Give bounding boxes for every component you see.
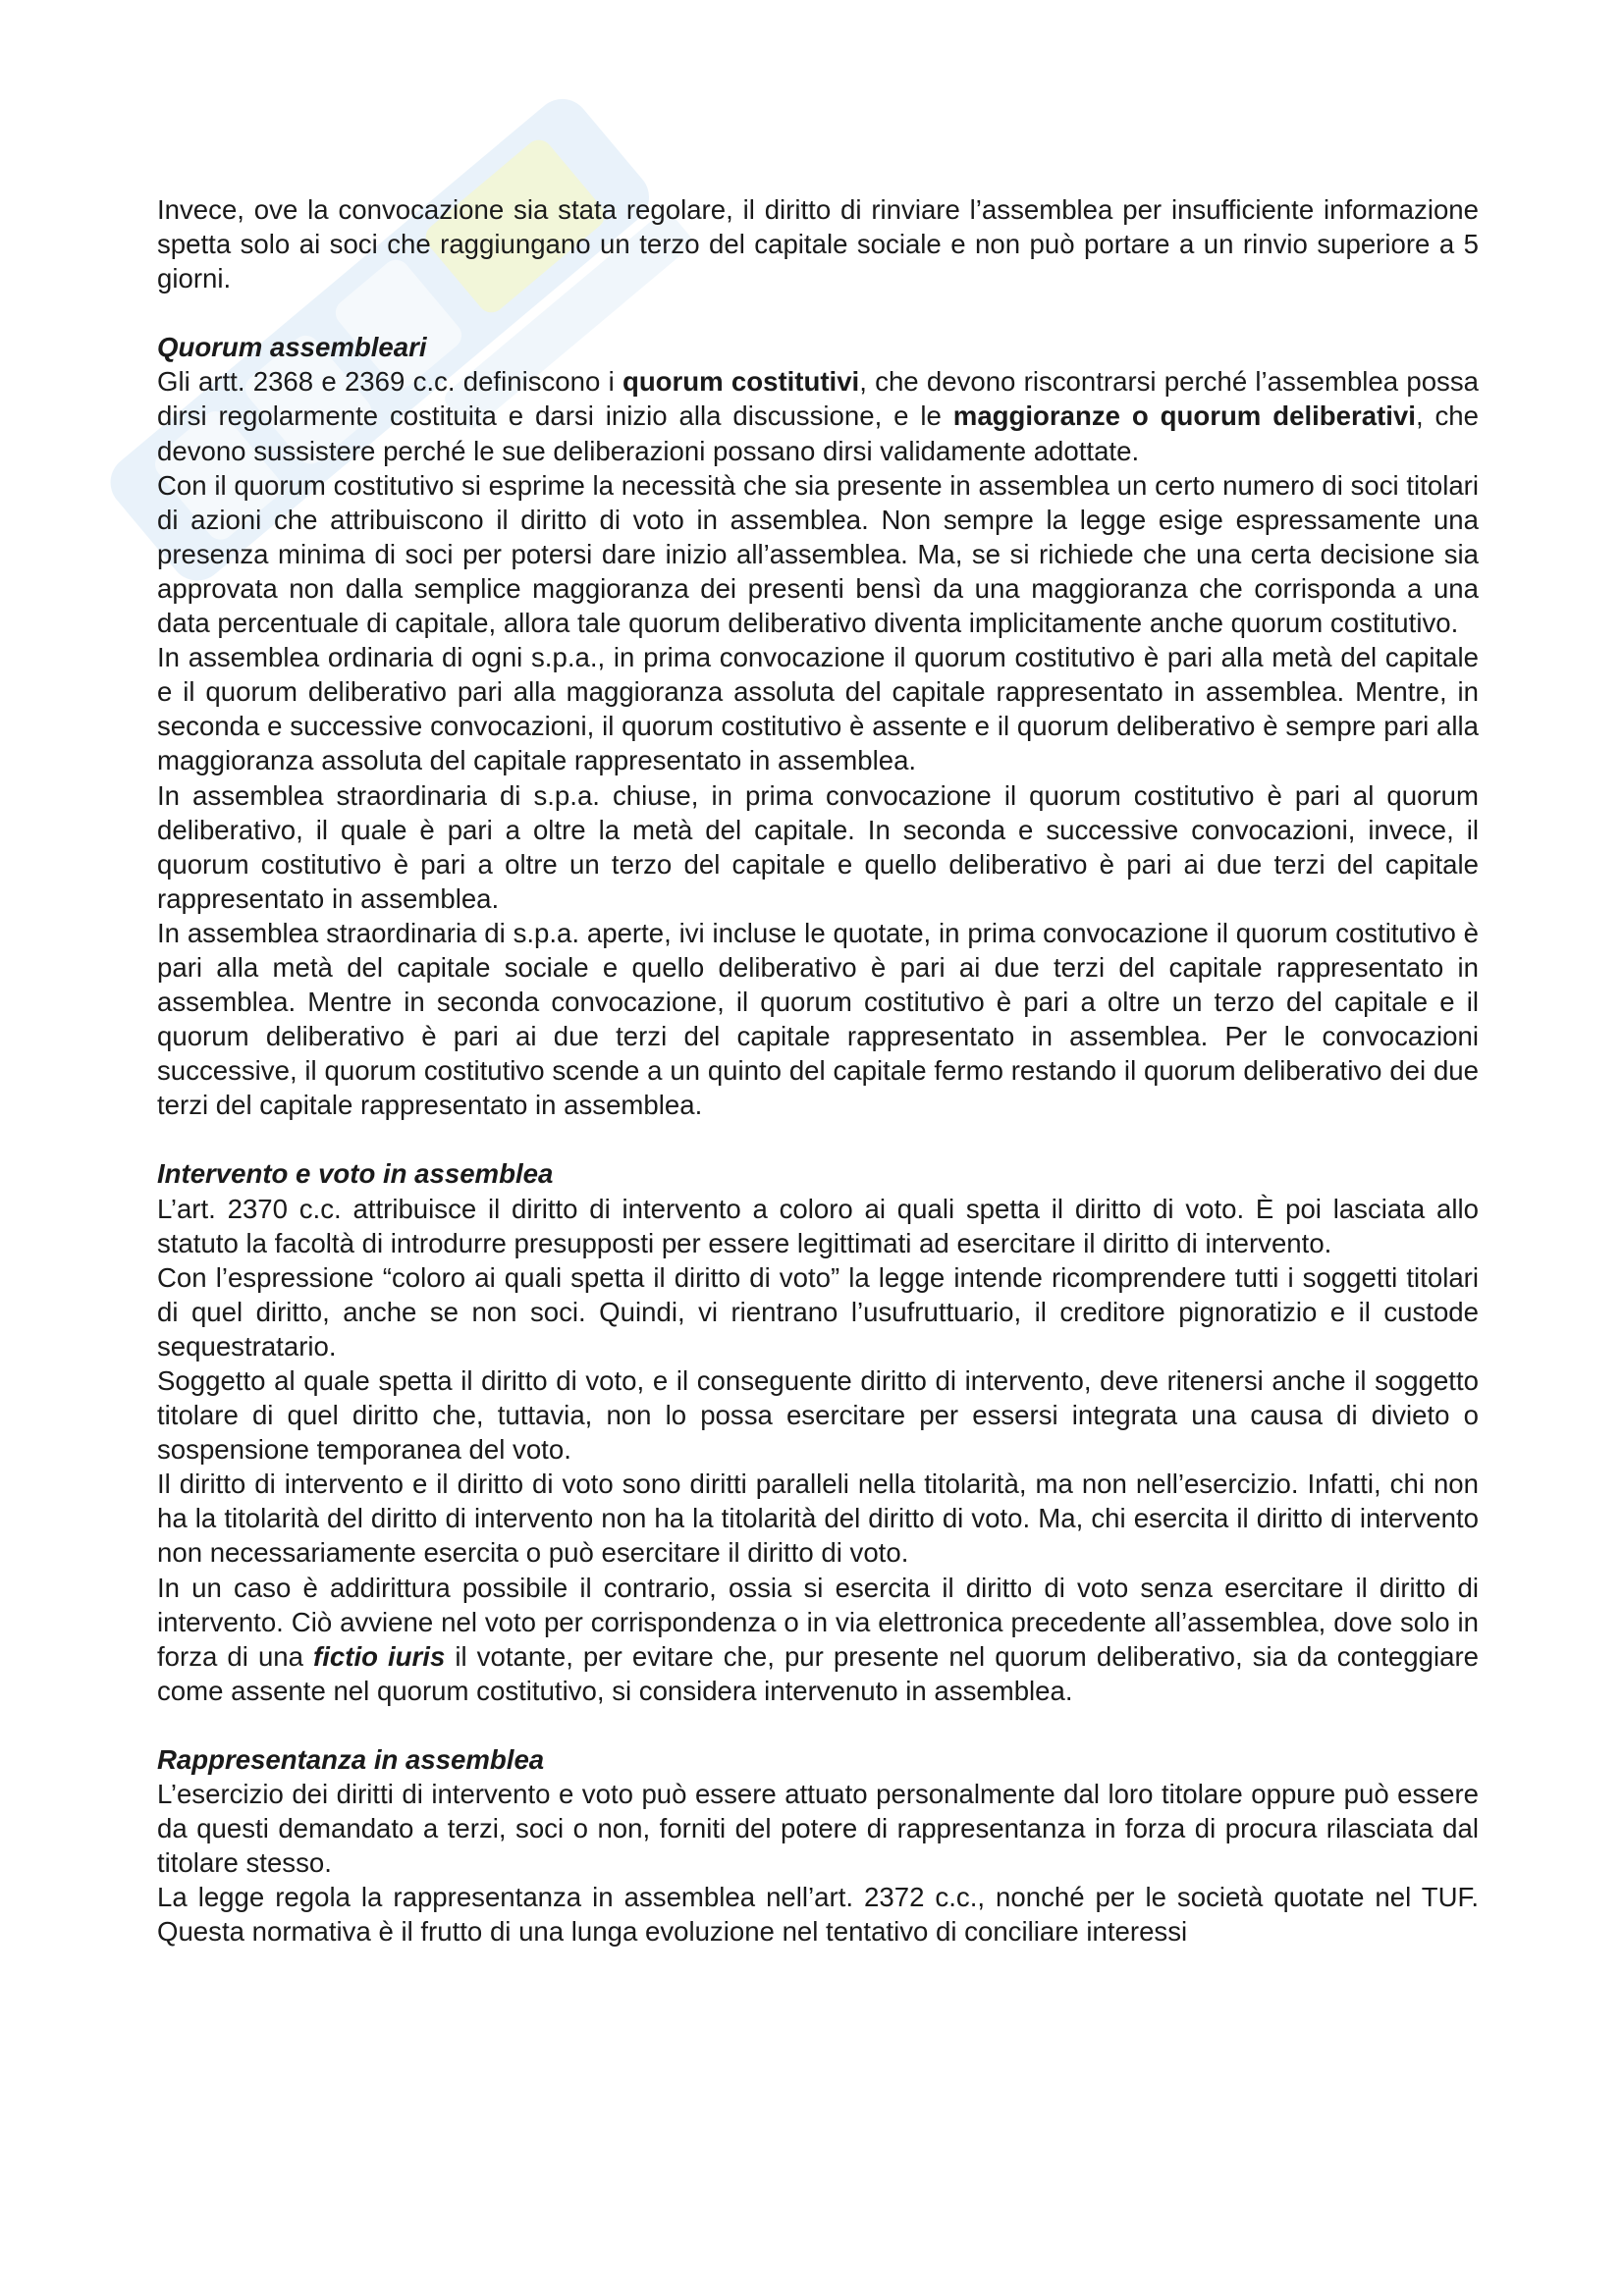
term-fictio-iuris: fictio iuris: [313, 1640, 446, 1672]
text-run: il votante, per evitare che, pur presente nel quorum deliberativo, sia da conteggiare come assente nel quorum costitutivo, si considera intervenuto in assemblea.: [157, 1640, 1479, 1706]
quorum-paragraph-4: In assemblea straordinaria di s.p.a. chiuse, in prima convocazione il quorum costitutivo è pari al quorum deliberativo, il quale è pari a oltre la metà del capitale. In seconda e successive convocazioni, invece, il quorum costitutivo è pari a oltre un terzo del capitale e quello deliberativo è pari ai due terzi del capitale rappresentato in assemblea.: [157, 779, 1479, 914]
section-heading-rappresentanza: Rappresentanza in assemblea: [157, 1743, 545, 1775]
text-run: , che devono riscontrarsi perché l’assemblea possa dirsi regolarmente costituita e darsi inizio alla discussione, e le: [157, 366, 1479, 432]
quorum-paragraph-5: In assemblea straordinaria di s.p.a. aperte, ivi incluse le quotate, in prima convocazione il quorum costitutivo è pari alla metà del capitale sociale e quello deliberativo è pari ai due terzi del capitale rappresentato in assemblea. Mentre in seconda convocazione, il quorum costitutivo è pari a oltre un terzo del capitale e il quorum deliberativo è pari ai due terzi del capitale rappresentato in assemblea. Per le convocazioni successive, il quorum costitutivo scende a un quinto del capitale fermo restando il quorum deliberativo dei due terzi del capitale rappresentato in assemblea.: [157, 917, 1479, 1121]
intro-paragraph: Invece, ove la convocazione sia stata regolare, il diritto di rinviare l’assemblea per insufficiente informazione spetta solo ai soci che raggiungano un terzo del capitale sociale e non può portare a un rinvio superiore a 5 giorni.: [157, 194, 1479, 294]
intervento-paragraph-3: Soggetto al quale spetta il diritto di voto, e il conseguente diritto di intervento, deve ritenersi anche il soggetto titolare di quel diritto che, tuttavia, non lo possa esercitare per essersi integrata una causa di divieto o sospensione temporanea del voto.: [157, 1365, 1479, 1466]
quorum-paragraph-2: Con il quorum costitutivo si esprime la necessità che sia presente in assemblea un certo numero di soci titolari di azioni che attribuiscono il diritto di voto in assemblea. Non sempre la legge esige espressamente una presenza minima di soci per potersi dare inizio all’assemblea. Ma, se si richiede che una certa decisione sia approvata non dalla semplice maggioranza dei presenti bensì da una maggioranza che corrisponda a una data percentuale di capitale, allora tale quorum deliberativo diventa implicitamente anche quorum costitutivo.: [157, 469, 1479, 639]
section-heading-intervento: Intervento e voto in assemblea: [157, 1158, 554, 1190]
spacer: [157, 1122, 1479, 1156]
text-run: , che devono sussistere perché le sue deliberazioni possano dirsi validamente adottate.: [157, 400, 1479, 466]
intervento-paragraph-1: L’art. 2370 c.c. attribuisce il diritto di intervento a coloro ai quali spetta il diritto di voto. È poi lasciata allo statuto la facoltà di introdurre presupposti per essere legittimati ad esercitare il diritto di intervento.: [157, 1193, 1479, 1258]
intervento-paragraph-4: Il diritto di intervento e il diritto di voto sono diritti paralleli nella titolarità, ma non nell’esercizio. Infatti, chi non ha la titolarità del diritto di intervento non ha la titolarità del diritto di voto. Ma, chi esercita il diritto di intervento non necessariamente esercita o può esercitare il diritto di voto.: [157, 1468, 1479, 1569]
spacer: [157, 1708, 1479, 1742]
quorum-paragraph-1: [157, 364, 1479, 467]
quorum-paragraph-3: In assemblea ordinaria di ogni s.p.a., in prima convocazione il quorum costitutivo è pari alla metà del capitale e il quorum deliberativo pari alla maggioranza assoluta del capitale rappresentato in assemblea. Mentre, in seconda e successive convocazioni, il quorum costitutivo è assente e il quorum deliberativo è sempre pari alla maggioranza assoluta del capitale rappresentato in assemblea.: [157, 642, 1479, 776]
spacer: [157, 295, 1479, 330]
intervento-paragraph-5: [157, 1571, 1479, 1708]
rappresentanza-paragraph-2: La legge regola la rappresentanza in assemblea nell’art. 2372 c.c., nonché per le società quotate nel TUF. Questa normativa è il frutto di una lunga evoluzione nel tentativo di conciliare interessi: [157, 1882, 1479, 1948]
document-body: [157, 192, 1479, 1949]
term-quorum-costitutivi: quorum costitutivi: [622, 366, 860, 398]
term-maggioranze: maggioranze o quorum deliberativi: [952, 400, 1416, 432]
text-run: Gli artt. 2368 e 2369 c.c. definiscono i: [157, 366, 622, 398]
text-run: In un caso è addirittura possibile il contrario, ossia si esercita il diritto di voto senza esercitare il diritto di intervento. Ciò avviene nel voto per corrispondenza o in via elettronica precedente all’assemblea, dove solo in forza di una: [157, 1572, 1479, 1672]
intervento-paragraph-2: Con l’espressione “coloro ai quali spetta il diritto di voto” la legge intende ricomprendere tutti i soggetti titolari di quel diritto, anche se non soci. Quindi, vi rientrano l’usufruttuario, il creditore pignoratizio e il custode sequestratario.: [157, 1261, 1479, 1362]
section-heading-quorum: Quorum assembleari: [157, 332, 427, 363]
rappresentanza-paragraph-1: L’esercizio dei diritti di intervento e voto può essere attuato personalmente dal loro titolare oppure può essere da questi demandato a terzi, soci o non, forniti del potere di rappresentanza in forza di procura rilasciata dal titolare stesso.: [157, 1779, 1479, 1879]
